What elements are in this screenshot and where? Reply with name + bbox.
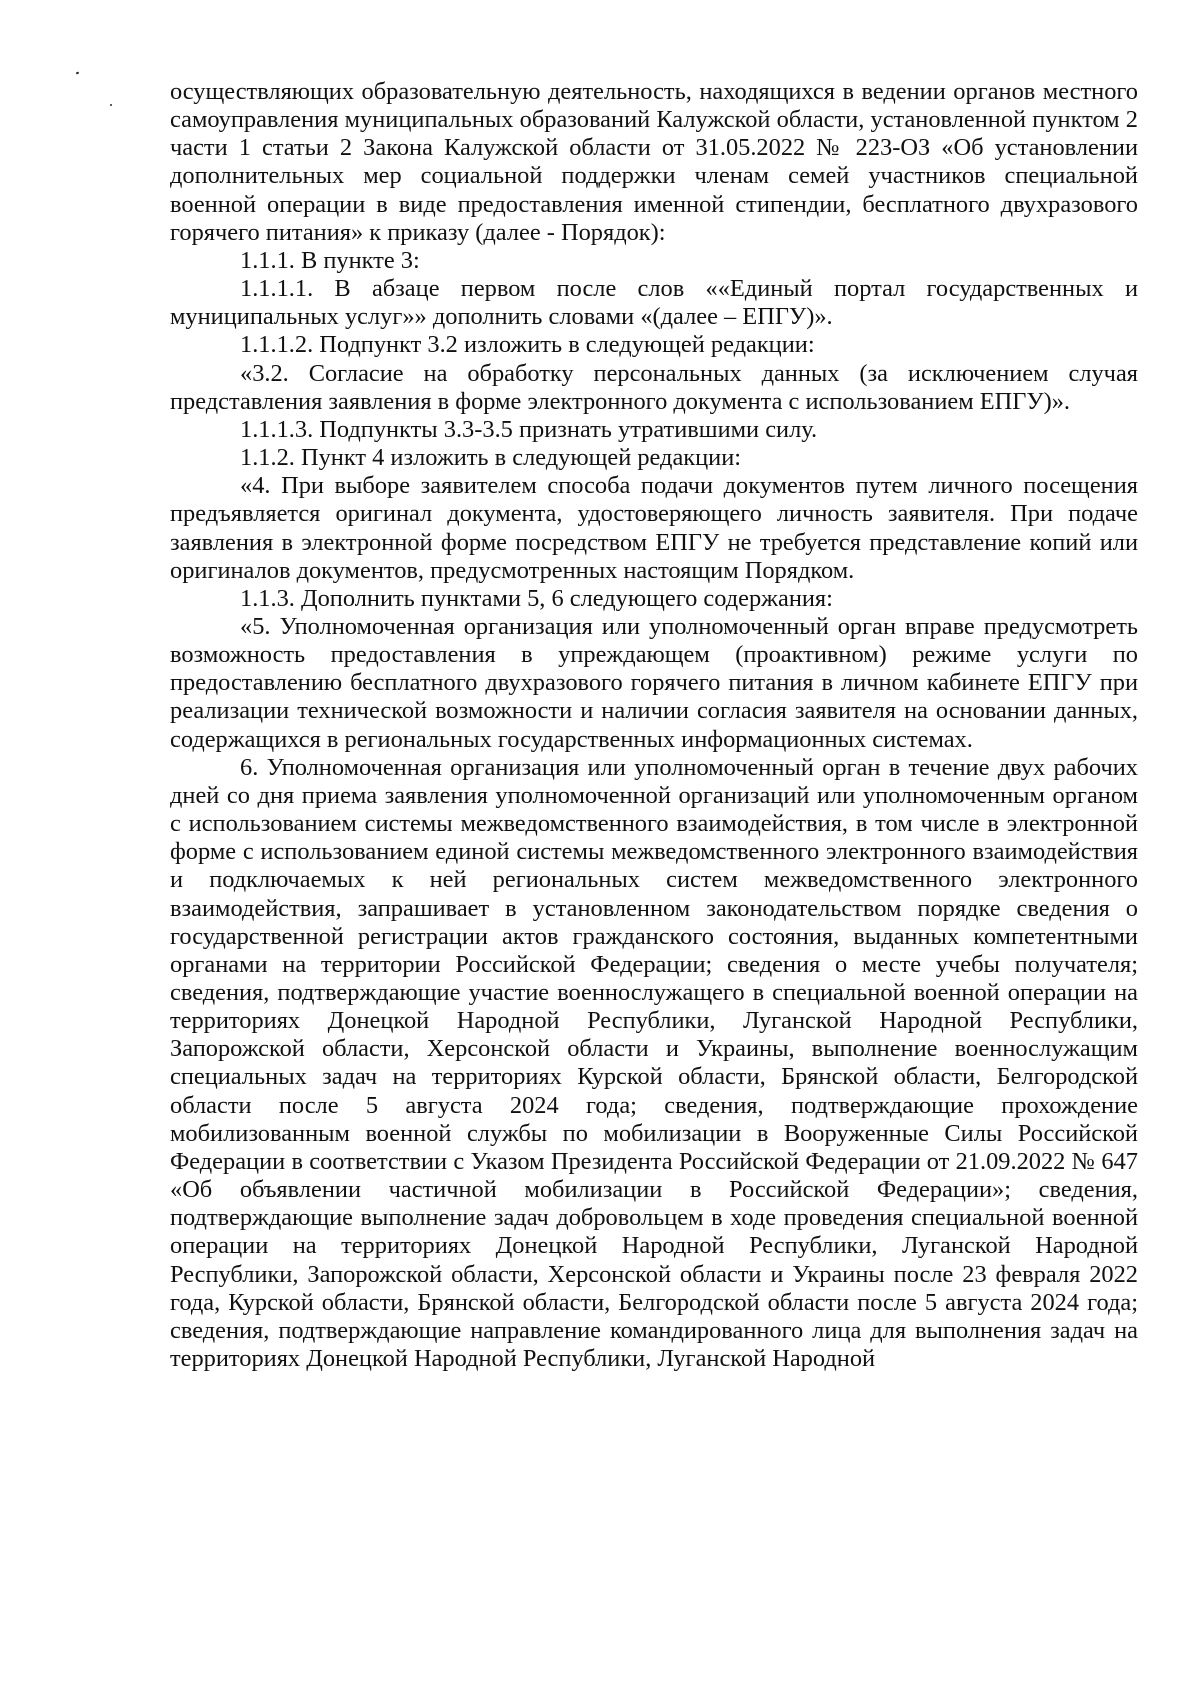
paragraph-1-1-1-2: 1.1.1.2. Подпункт 3.2 изложить в следующей редакции: xyxy=(240,331,815,359)
paragraph-1-1-1-1: 1.1.1.1. В абзаце первом после слов ««Единый портал государственных и муниципальных услуг»» дополнить словами «(далее – ЕПГУ)». xyxy=(170,275,1138,331)
document-body xyxy=(170,78,1138,1373)
paragraph-point-5-quote: «5. Уполномоченная организация или уполномоченный орган вправе предусмотреть возможность предоставления в упреждающем (проактивном) режиме услуги по предоставлению бесплатного двухразового горячего питания в личном кабинете ЕПГУ при реализации технической возможности и наличии согласия заявителя на основании данных, содержащихся в региональных государственных информационных системах. xyxy=(170,612,1138,753)
scan-speck xyxy=(110,104,112,106)
paragraph-point-4-quote: «4. При выборе заявителем способа подачи документов путем личного посещения предъявляется оригинал документа, удостоверяющего личность заявителя. При подаче заявления в электронной форме посредством ЕПГУ не требуется представление копий или оригиналов документов, предусмотренных настоящим Порядком. xyxy=(170,472,1138,584)
paragraph-1-1-1: 1.1.1. В пункте 3: xyxy=(240,246,420,274)
paragraph-3-2-quote: «3.2. Согласие на обработку персональных данных (за исключением случая представления заявления в форме электронного документа с использованием ЕПГУ)». xyxy=(170,359,1138,415)
scan-speck xyxy=(76,71,80,74)
paragraph-1-1-1-3: 1.1.1.3. Подпункты 3.3-3.5 признать утратившими силу. xyxy=(240,415,818,443)
paragraph-1-1-3: 1.1.3. Дополнить пунктами 5, 6 следующего содержания: xyxy=(240,584,833,612)
paragraph-continuation: осуществляющих образовательную деятельность, находящихся в ведении органов местного самоуправления муниципальных образований Калужской области, установленной пунктом 2 части 1 статьи 2 Закона Калужской области от 31.05.2022 № 223-ОЗ «Об установлении дополнительных мер социальной поддержки членам семей участников специальной военной операции в виде предоставления именной стипендии, бесплатного двухразового горячего питания» к приказу (далее - Порядок): xyxy=(170,78,1138,246)
paragraph-point-6: 6. Уполномоченная организация или уполномоченный орган в течение двух рабочих дней со дня приема заявления уполномоченной организаций или уполномоченным органом с использованием системы межведомственного взаимодействия, в том числе в электронной форме с использованием единой системы межведомственного электронного взаимодействия и подключаемых к ней региональных систем межведомственного электронного взаимодействия, запрашивает в установленном законодательством порядке сведения о государственной регистрации актов гражданского состояния, выданных компетентными органами на территории Российской Федерации; сведения о месте учебы получателя; сведения, подтверждающие участие военнослужащего в специальной военной операции на территориях Донецкой Народной Республики, Луганской Народной Республики, Запорожской области, Херсонской области и Украины, выполнение военнослужащим специальных задач на территориях Курской области, Брянской области, Белгородской области после 5 августа 2024 года; сведения, подтверждающие прохождение мобилизованным военной службы по мобилизации в Вооруженные Силы Российской Федерации в соответствии с Указом Президента Российской Федерации от 21.09.2022 № 647 «Об объявлении частичной мобилизации в Российской Федерации»; сведения, подтверждающие выполнение задач добровольцем в ходе проведения специальной военной операции на территориях Донецкой Народной Республики, Луганской Народной Республики, Запорожской области, Херсонской области и Украины после 23 февраля 2022 года, Курской области, Брянской области, Белгородской области после 5 августа 2024 года; сведения, подтверждающие направление командированного лица для выполнения задач на территориях Донецкой Народной Республики, Луганской Народной xyxy=(170,753,1138,1373)
paragraph-1-1-2: 1.1.2. Пункт 4 изложить в следующей редакции: xyxy=(240,444,742,472)
